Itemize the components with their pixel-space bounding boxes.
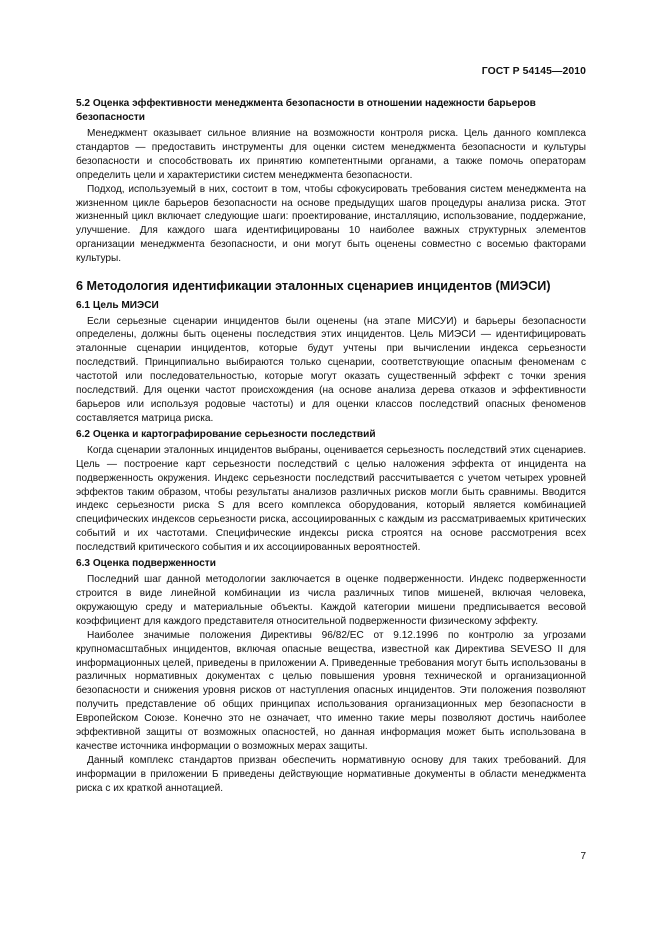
section-6-3-heading: 6.3 Оценка подверженности <box>76 558 216 570</box>
document-id-header: ГОСТ Р 54145—2010 <box>481 66 586 77</box>
section-6-2-paragraph-1: Когда сценарии эталонных инцидентов выбраны, оценивается серьезность последствий этих сценариев. Цель — построение карт серьезности последствий с целью наложения эффекта от инцидента на подверженность окружения. Индекс серьезности последствий рассчитывается с учетом четырех уровней эффектов таким образом, чтобы результаты анализов различных рисков могли быть сравнимы. Вводится индекс серьезности риска S для всего комплекса оборудования, который является комбинацией специфических индексов серьезности риска, ассоциированных с каждым из рассматриваемых критических событий и их частотами. Специфические индексы риска строятся на основе рассмотрения всех последствий критического события и их ассоциированных вероятностей. <box>76 444 586 554</box>
section-6-3-paragraph-3: Данный комплекс стандартов призван обеспечить нормативную основу для таких требований. Для информации в приложении Б приведены действующие нормативные документы в области менеджмента риска с их краткой аннотацией. <box>76 754 586 794</box>
section-6-3-paragraph-1: Последний шаг данной методологии заключается в оценке подверженности. Индекс подверженности строится в виде линейной комбинации из числа различных типов мишеней, включая человека, окружающую среду и материальные объекты. Каждой категории мишени предписывается весовой коэффициент для каждого представителя относительной подверженности физическому эффекту. <box>76 574 586 627</box>
section-6-1-heading: 6.1 Цель МИЭСИ <box>76 299 159 311</box>
page-content <box>76 97 586 796</box>
section-5-2-heading: 5.2 Оценка эффективности менеджмента безопасности в отношении надежности барьеров безопасности <box>76 98 536 123</box>
section-6-1-paragraph-1: Если серьезные сценарии инцидентов были оценены (на этапе МИСУИ) и барьеры безопасности определены, должны быть оценены последствия этих инцидентов. Цель МИЭСИ — идентифицировать эталонные сценарии инцидентов, которые будут учтены при вычислении индекса серьезности последствий. Принципиально выбираются только сценарии, соответствующие опасным феноменам с частотой или последовательностью, которые могут оказать существенный эффект с точки зрения последствий. Для оценки частот происхождения (на основе анализа дерева отказов и эффективности барьеров или используя родовые частоты) и для оценки классов последствий опасных феноменов составляется матрица риска. <box>76 315 586 424</box>
section-6-2-heading: 6.2 Оценка и картографирование серьезности последствий <box>76 428 376 440</box>
section-6-heading: 6 Методология идентификации эталонных сценариев инцидентов (МИЭСИ) <box>76 279 551 294</box>
section-6-3-paragraph-2: Наиболее значимые положения Директивы 96/82/EC от 9.12.1996 по контролю за угрозами крупномасштабных инцидентов, включая опасные вещества, известной как Директива SEVESO II для информационных целей, приведены в приложении А. Приведенные требования могут быть использованы в различных нормативных документах с целью повышения уровня технической и организационной безопасности и снижения уровня рисков от наступления опасных инцидентов. Эти положения позволяют получить представление об общих принципах использования организационных мер безопасности в Европейском Союзе. Конечно это не означает, что именно такие меры позволяют достичь наиболее эффективной защиты от возможных опасностей, но данная информация может быть использована в качестве источника информации о возможных мерах защиты. <box>76 629 586 752</box>
page-number: 7 <box>580 851 586 862</box>
section-5-2-paragraph-2: Подход, используемый в них, состоит в том, чтобы сфокусировать требования систем менеджмента на жизненном цикле барьеров безопасности на основе предыдущих шагов процедуры анализа риска. Этот жизненный цикл включает следующие шаги: проектирование, инсталляцию, использование, поддержание, улучшение. Для каждого шага идентифицированы 10 наиболее важных структурных элементов организации менеджмента безопасности, и они могут быть оценены совместно с восемью факторами культуры. <box>76 183 586 265</box>
section-5-2-paragraph-1: Менеджмент оказывает сильное влияние на возможности контроля риска. Цель данного комплекса стандартов — предоставить инструменты для оценки систем менеджмента безопасности и культуры безопасности и способствовать их принятию компетентными органами, а также помочь операторам определить цели и характеристики систем менеджмента безопасности. <box>76 128 586 181</box>
